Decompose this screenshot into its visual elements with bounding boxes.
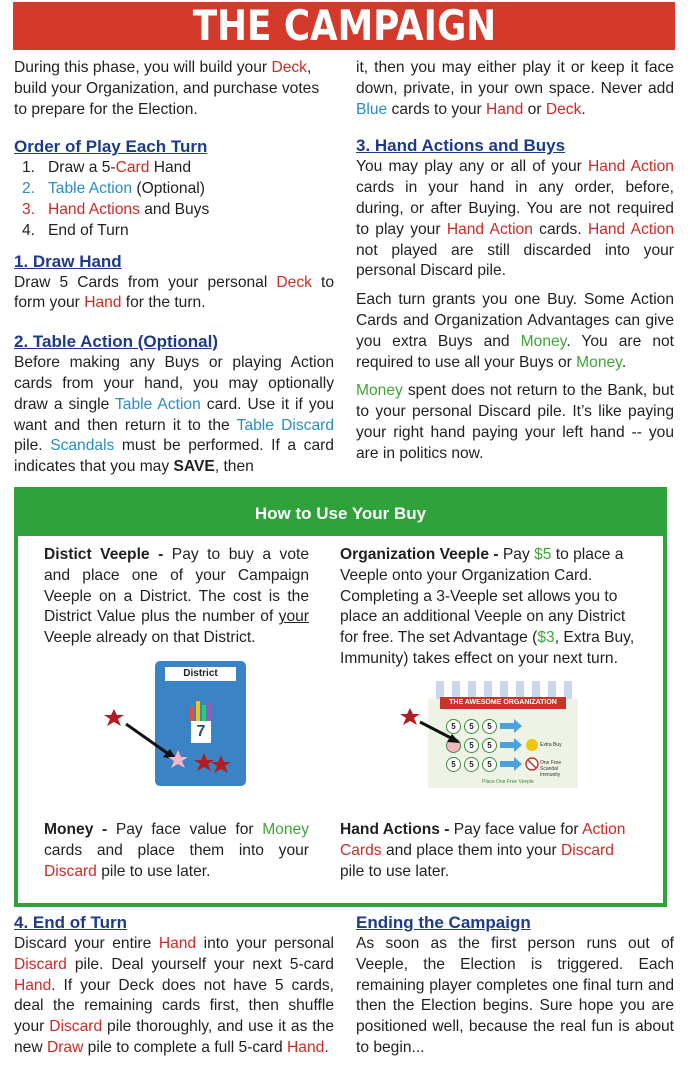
hand-actions-para-3: Money spent does not return to the Bank, but to your personal Discard pile. It’s like paying your right hand paying your left hand -- you are in politics now.	[356, 382, 674, 462]
hand-actions-heading: 3. Hand Actions and Buys	[356, 136, 566, 156]
ending-campaign-section	[356, 912, 674, 1059]
order-of-play-heading: Order of Play Each Turn	[14, 137, 208, 157]
order-of-play-list	[14, 158, 334, 241]
coin-icon: 5	[446, 719, 461, 734]
arrow-icon	[500, 738, 522, 752]
hand-actions-para-2: Each turn grants you one Buy. Some Action Cards and Organization Advantages can give you extra Buys and Money. You are not required to use all your Buys or Money.	[356, 291, 675, 371]
district-veeple-diagram	[100, 700, 240, 790]
ending-campaign-heading: Ending the Campaign	[356, 913, 531, 932]
coin-icon: 5	[482, 719, 497, 734]
end-of-turn-text: Discard your entire Hand into your personal Discard pile. Deal yourself your next 5-card Hand. If your Deck does not have 5 cards, deal the remaining cards first, then shuffle your Discard pile thoroughly, and use it as the new Draw pile to complete a full 5-card Hand.	[14, 935, 334, 1056]
end-of-turn-section	[14, 912, 334, 1059]
box-heading: How to Use Your Buy	[18, 491, 663, 536]
org-veeple-diagram	[398, 703, 468, 748]
money-icon	[526, 739, 538, 751]
org-card-footer: Place One Free Veeple	[482, 779, 534, 785]
ending-campaign-text: As soon as the first person runs out of Veeple, the Election is triggered. Each remaining player completes one final turn and then the Election begins. Sure hope you are positioned well, because the real fun is about to begin...	[356, 935, 674, 1056]
money-text: Money - Pay face value for Money cards and place them into your Discard pile to use later.	[44, 821, 309, 880]
coin-icon: 5	[464, 738, 479, 753]
draw-hand-text: Draw 5 Cards from your personal Deck to form your Hand for the turn.	[14, 273, 334, 312]
org-advantage-immunity: One Free Scandal Immunity	[540, 760, 562, 778]
hand-actions-para-1: You may play any or all of your Hand Action cards in your hand in any order, before, during, or after Buying. You are not required to play your Hand Action cards. Hand Action not played are still discarded into your personal Discard pile.	[356, 158, 675, 280]
left-column	[14, 58, 334, 478]
draw-hand-heading: 1. Draw Hand	[14, 251, 122, 271]
page-title: THE CAMPAIGN	[192, 1, 496, 50]
hand-actions-buy-text: Hand Actions - Pay face value for Action Cards and place them into your Discard pile to use later.	[340, 821, 626, 880]
step-4: 4. End of Turn	[22, 221, 129, 239]
coin-icon: 5	[464, 757, 479, 772]
campaign-veeple-icon	[104, 709, 124, 726]
coin-icon: 5	[464, 719, 479, 734]
title-banner	[13, 2, 675, 50]
campaign-veeple-icon	[400, 708, 420, 725]
table-action-text-b: it, then you may either play it or keep it face down, private, in your own space. Never add Blue cards to your Hand or Deck.	[356, 59, 674, 118]
district-card-title: District	[165, 667, 236, 681]
org-advantage-buy: Extra Buy	[540, 742, 562, 748]
veeple-icon-2	[211, 755, 231, 773]
org-veeple-text: Organization Veeple - Pay $5 to place a Veeple onto your Organization Card. Completing a 3-Veeple set allows you to place an additional Veeple on any District for free. The set Advantage ($3, Extra Buy, Immunity) takes effect on your next turn.	[340, 546, 635, 667]
right-column	[356, 58, 674, 465]
org-card-title: THE AWESOME ORGANIZATION	[440, 697, 566, 709]
step-3: 3. Hand Actions and Buys	[22, 200, 210, 218]
arrow-icon	[500, 719, 522, 733]
step-1: 1. Draw a 5-Card Hand	[22, 159, 192, 177]
table-action-heading: 2. Table Action (Optional)	[14, 332, 218, 352]
coin-icon: 5	[482, 757, 497, 772]
step-2: 2. Table Action (Optional)	[22, 180, 205, 198]
arrow-icon	[500, 757, 522, 771]
district-veeple-text: Distict Veeple - Pay to buy a vote and place one of your Campaign Veeple on a District. The cost is the District Value plus the number of your Veeple already on that District.	[44, 546, 309, 647]
district-card-value: 7	[191, 721, 211, 743]
intro-paragraph: During this phase, you will build your Deck, build your Organization, and purchase votes to prepare for the Election.	[14, 59, 320, 118]
end-of-turn-heading: 4. End of Turn	[14, 913, 128, 932]
table-action-text-a: Before making any Buys or playing Action cards from your hand, you may optionally draw a single Table Action card. Use it if you want and then return it to the Table Discard pile. Scandals must be performed. If a card indicates that you may SAVE, then	[14, 354, 335, 476]
coin-icon: 5	[446, 757, 461, 772]
coin-icon: 5	[482, 738, 497, 753]
